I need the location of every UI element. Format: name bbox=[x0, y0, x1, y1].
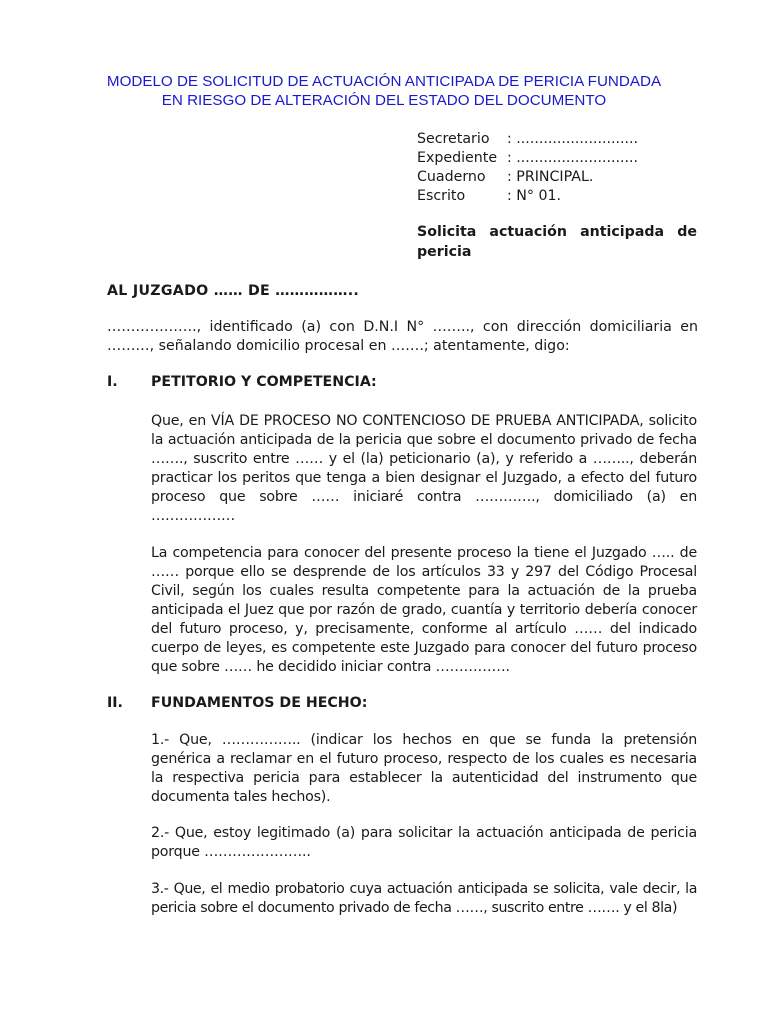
meta-value: : ........................... bbox=[507, 150, 639, 166]
meta-key: Escrito bbox=[417, 188, 466, 204]
meta-value: : N° 01. bbox=[507, 188, 562, 204]
section-title: PETITORIO Y COMPETENCIA: bbox=[151, 374, 377, 390]
sumilla bbox=[417, 222, 697, 262]
intro-paragraph: ………………., identificado (a) con D.N.I N° …….., con dirección domiciliaria en ………, señalando domicilio procesal en …….; atentamente, digo: bbox=[107, 319, 698, 354]
section-number: II. bbox=[107, 695, 123, 711]
meta-key: Cuaderno bbox=[417, 169, 486, 185]
meta-row-secretario bbox=[417, 130, 638, 149]
competencia-paragraph: La competencia para conocer del presente proceso la tiene el Juzgado ….. de …… porque ello se desprende de los artículos 33 y 297 del Código Procesal Civil, según los cuales resulta competente para la actuación de la prueba anticipada el Juez que por razón de grado, cuantía y territorio debería conocer del futuro proceso, y, precisamente, conforme al artículo …… del indicado cuerpo de leyes, es competente este Juzgado para conocer del futuro proceso que sobre …… he decidido iniciar contra ……………. bbox=[151, 545, 697, 675]
case-metadata bbox=[417, 130, 638, 206]
addressee: AL JUZGADO …… DE …………….. bbox=[107, 283, 360, 299]
section-heading-2 bbox=[107, 693, 367, 713]
title-line-2: EN RIESGO DE ALTERACIÓN DEL ESTADO DEL DOCUMENTO bbox=[161, 92, 607, 109]
hecho-paragraph-3: 3.- Que, el medio probatorio cuya actuación anticipada se solicita, vale decir, la pericia sobre el documento privado de fecha ……, suscrito entre ……. y el 8la) bbox=[151, 881, 697, 916]
meta-row-escrito bbox=[417, 187, 638, 206]
sumilla-line-1: Solicita actuación anticipada de bbox=[417, 224, 697, 240]
meta-row-expediente bbox=[417, 149, 638, 168]
meta-row-cuaderno bbox=[417, 168, 638, 187]
section-heading-1 bbox=[107, 372, 377, 392]
hecho-paragraph-2: 2.- Que, estoy legitimado (a) para solicitar la actuación anticipada de pericia porque ………………….. bbox=[151, 825, 697, 860]
document-title bbox=[60, 72, 708, 110]
title-line-1: MODELO DE SOLICITUD DE ACTUACIÓN ANTICIPADA DE PERICIA FUNDADA bbox=[106, 73, 662, 90]
section-title: FUNDAMENTOS DE HECHO: bbox=[151, 695, 368, 711]
meta-key: Expediente bbox=[417, 150, 498, 166]
section-number: I. bbox=[107, 374, 118, 390]
meta-value: : PRINCIPAL. bbox=[507, 169, 594, 185]
meta-key: Secretario bbox=[417, 131, 490, 147]
meta-value: : ........................... bbox=[507, 131, 639, 147]
hecho-paragraph-1: 1.- Que, …………….. (indicar los hechos en que se funda la pretensión genérica a reclamar en el futuro proceso, respecto de los cuales es necesaria la respectiva pericia para establecer la autenticidad del instrumento que documenta tales hechos). bbox=[151, 732, 697, 805]
petitorio-paragraph: Que, en VÍA DE PROCESO NO CONTENCIOSO DE PRUEBA ANTICIPADA, solicito la actuación anticipada de la pericia que sobre el documento privado de fecha ……., suscrito entre …… y el (la) peticionario (a), y referido a …….., deberán practicar los peritos que tenga a bien designar el Juzgado, a efecto del futuro proceso que sobre …… iniciaré contra …………., domiciliado (a) en ……………… bbox=[151, 413, 697, 524]
sumilla-line-2: pericia bbox=[417, 244, 472, 260]
